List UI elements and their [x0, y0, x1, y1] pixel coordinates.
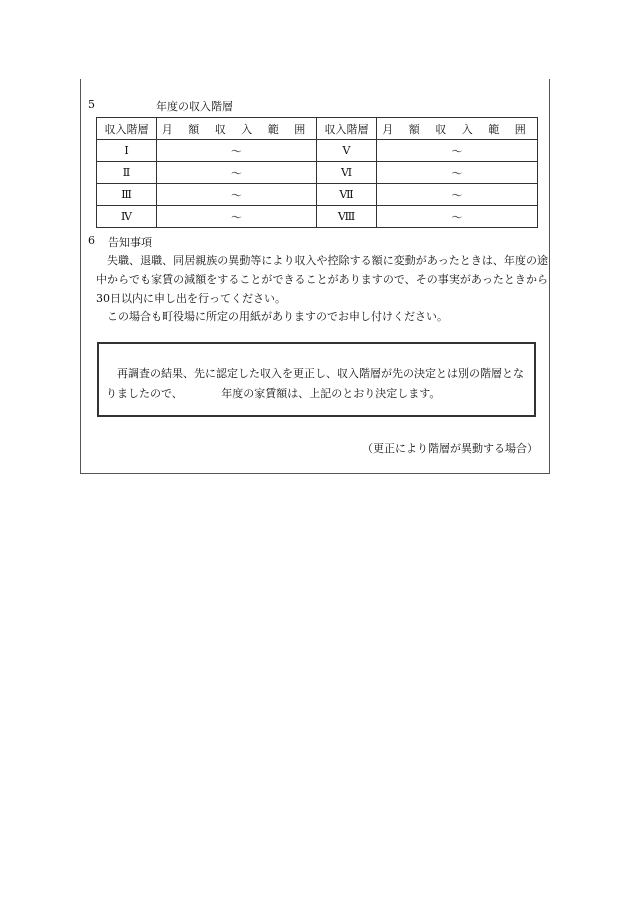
header-monthly-income-range-left: 月 額 収 入 範 囲: [157, 118, 317, 140]
section-6-number: 6: [88, 234, 95, 247]
section-6-heading: [88, 234, 540, 250]
range-cell: ～: [377, 140, 538, 162]
notice-paragraph-2: この場合も町役場に所定の用紙がありますのでお申し付けください。: [107, 310, 448, 323]
level-cell: Ⅰ: [97, 140, 157, 162]
level-cell: Ⅱ: [97, 162, 157, 184]
level-cell: Ⅴ: [317, 140, 377, 162]
table-row: [97, 206, 538, 228]
level-cell: Ⅲ: [97, 184, 157, 206]
range-cell: ～: [157, 206, 317, 228]
revision-notice-text: 再調査の結果、先に認定した収入を更正し、収入階層が先の決定とは別の階層となりましたので、 年度の家賃額は、上記のとおり決定します。: [106, 367, 524, 400]
table-row: [97, 162, 538, 184]
header-monthly-income-range-right: 月 額 収 入 範 囲: [377, 118, 538, 140]
header-income-level-left: 収入階層: [97, 118, 157, 140]
range-cell: ～: [157, 140, 317, 162]
table-row: [97, 140, 538, 162]
range-cell: ～: [377, 184, 538, 206]
footer-note: （更正により階層が異動する場合）: [362, 442, 538, 455]
notice-paragraph-1: 失職、退職、同居親族の異動等により収入や控除する額に変動があったときは、年度の途中からでも家賃の減額をすることができることがありますので、その事実があったときから30日以内に申し出を行ってください。: [96, 254, 548, 305]
section-5-title: 年度の収入階層: [156, 100, 233, 113]
header-income-level-right: 収入階層: [317, 118, 377, 140]
table-header-row: [97, 118, 538, 140]
section-6-title: 告知事項: [108, 236, 152, 249]
level-cell: Ⅳ: [97, 206, 157, 228]
range-cell: ～: [377, 206, 538, 228]
table-row: [97, 184, 538, 206]
income-level-table: [96, 117, 538, 228]
range-cell: ～: [157, 184, 317, 206]
range-cell: ～: [377, 162, 538, 184]
section-6: [88, 234, 548, 323]
section-5-number: 5: [88, 98, 95, 111]
revision-notice-box: [97, 342, 536, 417]
level-cell: Ⅶ: [317, 184, 377, 206]
level-cell: Ⅵ: [317, 162, 377, 184]
range-cell: ～: [157, 162, 317, 184]
section-5-heading: [88, 98, 528, 114]
level-cell: Ⅷ: [317, 206, 377, 228]
